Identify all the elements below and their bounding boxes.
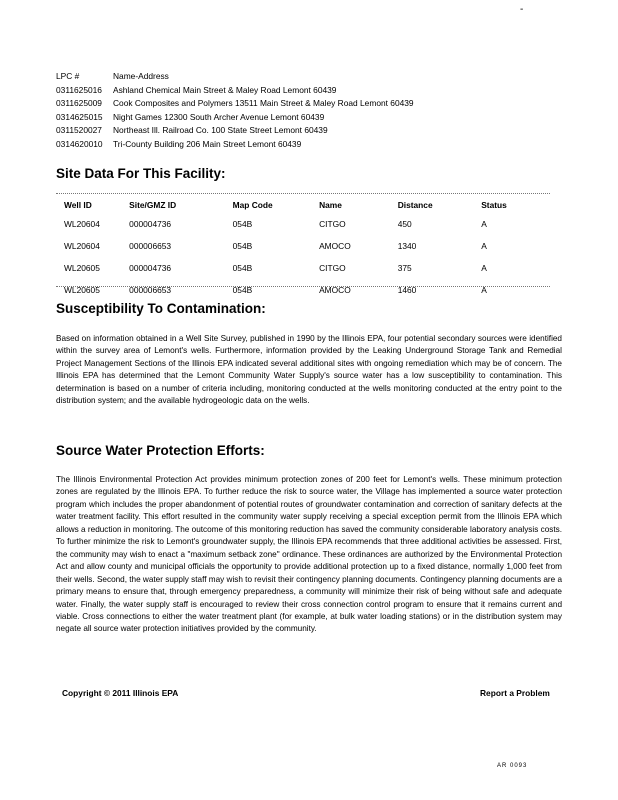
cell-map-code: 054B bbox=[232, 285, 253, 295]
table-divider bbox=[56, 193, 550, 194]
cell-distance: 1460 bbox=[397, 285, 417, 295]
lpc-row bbox=[56, 111, 414, 125]
lpc-row bbox=[56, 84, 414, 98]
table-row bbox=[56, 257, 550, 279]
cell-site-id: 000004736 bbox=[129, 263, 172, 273]
cell-site-id: 000004736 bbox=[129, 219, 172, 229]
site-data-heading: Site Data For This Facility: bbox=[56, 166, 226, 181]
susceptibility-text: Based on information obtained in a Well Site Survey, published in 1990 by the Illinois EPA, four potential secondary sources were identified within the survey area of Lemont's wells. Furthermore, information provided by the Leaking Underground Storage Tank and Remedial Project Management Sections of the Illinois EPA indicated several additional sites with ongoing remediation which may be of concern. The Illinois EPA has determined that the Lemont Community Water Supply's source water has a low susceptibility to contamination. This determination is based on a number of criteria including, monitoring conducted at the wells monitoring conducted at the entry point to the distribution system; and the available hydrogeologic data on the wells. bbox=[56, 334, 562, 406]
cell-site-id: 000006653 bbox=[129, 241, 172, 251]
col-well-id: Well ID bbox=[64, 199, 92, 210]
cell-name: CITGO bbox=[319, 263, 346, 273]
cell-name: AMOCO bbox=[319, 285, 351, 295]
lpc-name: Cook Composites and Polymers 13511 Main Street & Maley Road Lemont 60439 bbox=[113, 98, 414, 109]
cell-map-code: 054B bbox=[232, 219, 253, 229]
lpc-id: 0311625009 bbox=[56, 98, 102, 109]
cell-status: A bbox=[481, 219, 487, 229]
table-header-row bbox=[56, 196, 550, 213]
report-problem-link[interactable]: Report a Problem bbox=[480, 688, 550, 698]
cell-name: CITGO bbox=[319, 219, 346, 229]
cell-site-id: 000006653 bbox=[129, 285, 172, 295]
col-name: Name bbox=[319, 199, 342, 210]
lpc-name: Night Games 12300 South Archer Avenue Lemont 60439 bbox=[113, 111, 325, 122]
cell-well-id: WL20604 bbox=[64, 219, 100, 229]
col-map-code: Map Code bbox=[232, 199, 273, 210]
source-water-heading: Source Water Protection Efforts: bbox=[56, 443, 265, 458]
table-divider bbox=[56, 286, 550, 287]
cell-well-id: WL20605 bbox=[64, 285, 100, 295]
bates-number: AR 0093 bbox=[497, 763, 528, 769]
cell-well-id: WL20604 bbox=[64, 241, 100, 251]
table-row bbox=[56, 213, 550, 235]
cell-status: A bbox=[481, 241, 487, 251]
lpc-row bbox=[56, 124, 414, 138]
lpc-id: 0311625016 bbox=[56, 84, 102, 95]
cell-map-code: 054B bbox=[232, 263, 253, 273]
lpc-name: Northeast Ill. Railroad Co. 100 State Street Lemont 60439 bbox=[113, 125, 328, 136]
col-distance: Distance bbox=[397, 199, 433, 210]
lpc-row bbox=[56, 138, 414, 152]
lpc-id: 0314620010 bbox=[56, 138, 103, 149]
cell-map-code: 054B bbox=[232, 241, 253, 251]
cell-status: A bbox=[481, 263, 487, 273]
cell-status: A bbox=[481, 285, 487, 295]
table-row bbox=[56, 279, 550, 301]
lpc-row bbox=[56, 97, 414, 111]
lpc-name-header: Name-Address bbox=[113, 71, 169, 81]
lpc-name: Tri-County Building 206 Main Street Lemont 60439 bbox=[113, 138, 302, 149]
cell-distance: 450 bbox=[397, 219, 412, 229]
table-row bbox=[56, 235, 550, 257]
cell-distance: 375 bbox=[397, 263, 412, 273]
susceptibility-heading: Susceptibility To Contamination: bbox=[56, 301, 266, 316]
col-site-gmz-id: Site/GMZ ID bbox=[129, 199, 177, 210]
cell-well-id: WL20605 bbox=[64, 263, 100, 273]
cell-distance: 1340 bbox=[397, 241, 417, 251]
lpc-id: 0311520027 bbox=[56, 125, 102, 136]
top-mark: - bbox=[520, 4, 524, 15]
lpc-id: 0314625015 bbox=[56, 111, 103, 122]
source-water-text: The Illinois Environmental Protection Act provides minimum protection zones of 200 feet for Lemont's wells. These minimum protection zones are regulated by the Illinois EPA. To further reduce the risk to source water, the Village has implemented a source water protection program which includes the proper abandonment of potential routes of groundwater contamination and correction of sanitary defects at the water treatment facility. This effort resulted in the community water supply receiving a special exception permit from the Illinois EPA which allows a reduction in monitoring. The outcome of this monitoring reduction has saved the community considerable laboratory analysis costs. To further minimize the risk to Lemont's groundwater supply, the Illinois EPA recommends that three additional activities be assessed. First, the community may wish to enact a "maximum setback zone" ordinance. These ordinances are authorized by the Environmental Protection Act and allow county and municipal officials the opportunity to provide additional protection up to a fixed distance, normally 1,000 feet from their wells. Second, the water supply staff may wish to revisit their contingency planning documents. Contingency planning documents are a primary means to ensure that, through emergency preparedness, a community will minimize their risk of being without safe and adequate water. Finally, the water supply staff is encouraged to review their cross connection control program to ensure that it remains current and viable. Cross connections to either the water treatment plant (for example, at bulk water loading stations) or in the distribution system may negate all source water protection initiatives provided by the community. bbox=[56, 475, 562, 634]
lpc-id-header: LPC # bbox=[56, 71, 80, 81]
lpc-list bbox=[56, 70, 414, 152]
lpc-name: Ashland Chemical Main Street & Maley Road Lemont 60439 bbox=[113, 84, 337, 95]
lpc-header bbox=[56, 70, 414, 84]
cell-name: AMOCO bbox=[319, 241, 351, 251]
copyright-notice: Copyright © 2011 Illinois EPA bbox=[62, 688, 179, 698]
col-status: Status bbox=[481, 199, 507, 210]
